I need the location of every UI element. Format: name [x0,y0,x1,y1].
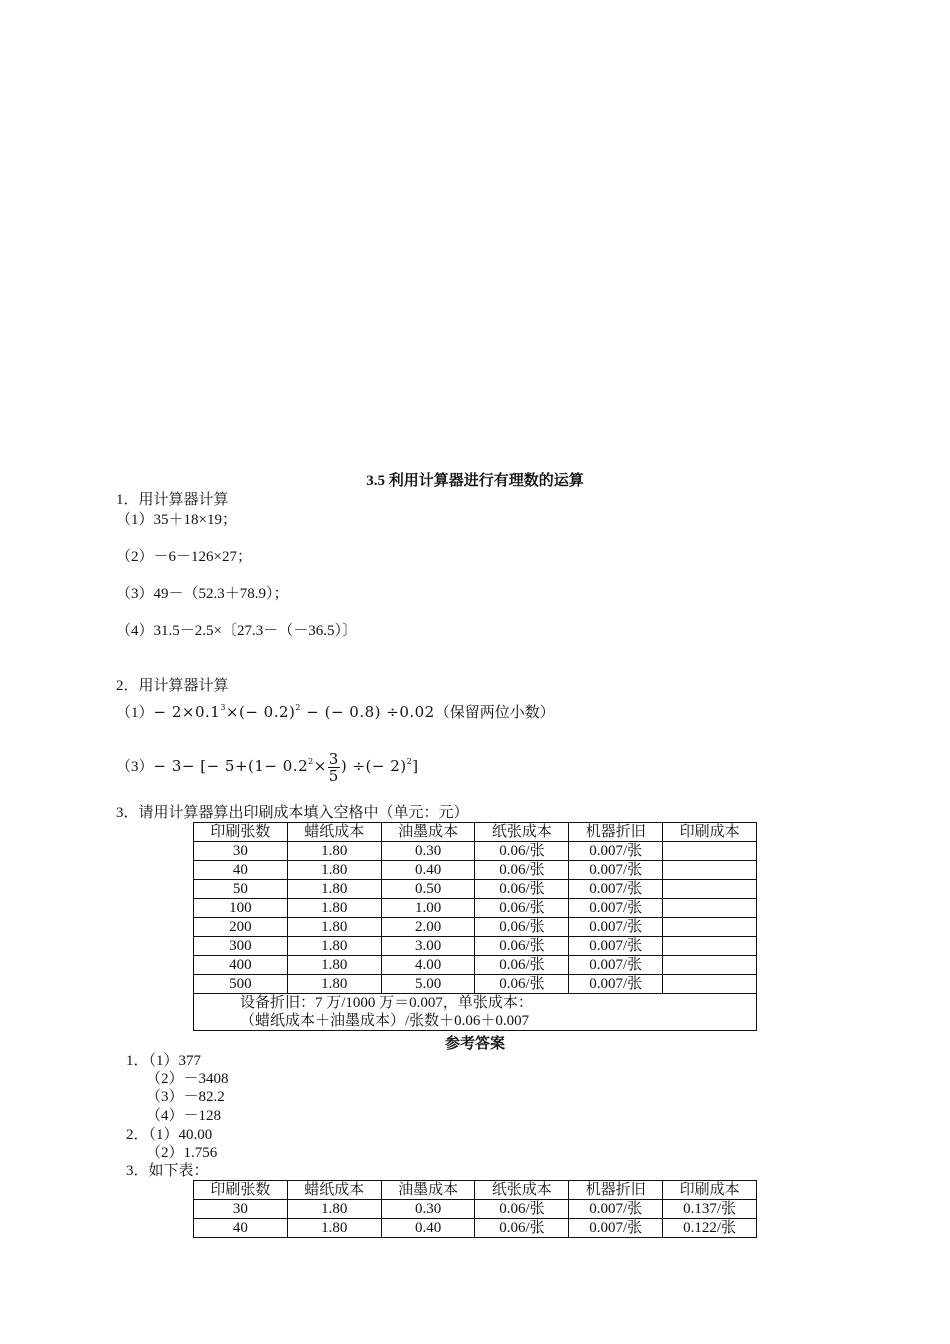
q1-heading: 1．用计算器计算 [116,492,229,508]
col-header: 印刷成本 [663,1181,757,1200]
answer-line-7: 3．如下表： [126,1163,209,1179]
q2-item-3-prefix: （3） [116,759,154,775]
table-cell: 1.80 [287,937,381,956]
table-cell: 1.80 [287,975,381,994]
table-row [194,1219,757,1238]
table-cell: 0.06/张 [475,1200,569,1219]
q2-item-1-formula: − $2\times 0.1^3\times(- 0.2)^2$ − (− 0.8) ÷0.02 [153,703,435,721]
table-row [194,1200,757,1219]
q2-heading: 2．用计算器计算 [116,678,229,694]
table-row [194,861,757,880]
q2-item-3 [116,744,419,785]
q2-item-1 [116,699,555,722]
col-header: 机器折旧 [569,823,663,842]
col-header: 蜡纸成本 [287,823,381,842]
answer-line-5: 2．（1）40.00 [126,1127,213,1143]
table-cell: 0.40 [381,861,475,880]
q2-item-1-prefix: （1） [116,705,154,721]
table-cell: 0.06/张 [475,880,569,899]
cost-table [193,822,757,1031]
table-cell: 0.007/张 [569,1200,663,1219]
table-cell: 0.40 [381,1219,475,1238]
table-cell: 0.06/张 [475,975,569,994]
table-cell: 1.80 [287,842,381,861]
table-header-row [194,1181,757,1200]
table-cell: 0.007/张 [569,937,663,956]
table-cell [663,975,757,994]
col-header: 纸张成本 [475,823,569,842]
table-cell: 1.80 [287,918,381,937]
table-cell: 0.007/张 [569,1219,663,1238]
table-cell [663,956,757,975]
col-header: 机器折旧 [569,1181,663,1200]
q1-item-2: （2）－6－126×27； [116,549,252,565]
table-cell: 0.06/张 [475,842,569,861]
table-cell: 0.06/张 [475,1219,569,1238]
table-cell: 0.007/张 [569,880,663,899]
table-cell: 0.137/张 [663,1200,757,1219]
table-cell: 1.80 [287,861,381,880]
table-cell: 0.30 [381,842,475,861]
table-cell: 400 [194,956,288,975]
fraction-3-5: $\frac{3}{5}$ [328,749,339,785]
answer-line-1: 1．（1）377 [126,1053,202,1069]
col-header: 蜡纸成本 [287,1181,381,1200]
table-cell: 40 [194,861,288,880]
table-cell [663,899,757,918]
col-header: 纸张成本 [475,1181,569,1200]
table-cell: 0.30 [381,1200,475,1219]
note-line-1: 设备折旧：7 万/1000 万＝0.007，单张成本： [240,995,533,1011]
col-header: 油墨成本 [381,823,475,842]
col-header: 印刷成本 [663,823,757,842]
table-cell [663,918,757,937]
q2-item-1-note: （保留两位小数） [434,705,555,721]
table-cell: 300 [194,937,288,956]
q2-item-3-formula: − 3− [− $5+(1- 0.2^2\times$ $\frac{3}{5}$ ) ÷(− 2)$^2$] [153,749,419,785]
col-header: 印刷张数 [194,823,288,842]
table-cell: 0.007/张 [569,918,663,937]
table-cell: 30 [194,1200,288,1219]
table-cell: 0.007/张 [569,956,663,975]
table-row [194,918,757,937]
table-cell [663,880,757,899]
table-cell: 1.80 [287,899,381,918]
table-cell: 0.007/张 [569,975,663,994]
table-cell [663,937,757,956]
table-cell [663,842,757,861]
answer-line-2: （2）－3408 [146,1071,229,1087]
table-row [194,899,757,918]
table-row [194,956,757,975]
table-cell: 0.007/张 [569,899,663,918]
table-cell: 1.00 [381,899,475,918]
col-header: 油墨成本 [381,1181,475,1200]
table-note [194,994,757,1031]
table-cell: 0.06/张 [475,956,569,975]
table-cell: 40 [194,1219,288,1238]
col-header: 印刷张数 [194,1181,288,1200]
page-title: 3.5 利用计算器进行有理数的运算 [366,473,584,489]
table-cell: 0.122/张 [663,1219,757,1238]
table-cell: 0.007/张 [569,842,663,861]
table-cell: 0.06/张 [475,937,569,956]
table-cell: 1.80 [287,880,381,899]
q3-heading: 3．请用计算器算出印刷成本填入空格中（单元：元） [116,805,469,821]
q1-item-1: （1）35＋18×19； [116,512,237,528]
table-cell: 1.80 [287,1219,381,1238]
note-line-2: （蜡纸成本＋油墨成本）/张数＋0.06＋0.007 [240,1013,530,1029]
table-cell: 0.50 [381,880,475,899]
table-row [194,880,757,899]
table-cell: 30 [194,842,288,861]
table-cell: 1.80 [287,1200,381,1219]
table-note-row [194,994,757,1031]
table-cell: 2.00 [381,918,475,937]
answer-line-4: （4）－128 [146,1108,222,1124]
answers-title: 参考答案 [444,1036,505,1052]
table-cell: 5.00 [381,975,475,994]
table-cell: 3.00 [381,937,475,956]
q1-item-4: （4）31.5－2.5×〔27.3－（－36.5）〕 [116,623,357,639]
table-row [194,975,757,994]
table-cell: 50 [194,880,288,899]
table-cell: 1.80 [287,956,381,975]
table-cell: 4.00 [381,956,475,975]
table-cell: 200 [194,918,288,937]
answer-line-6: （2）1.756 [146,1145,218,1161]
table-row [194,842,757,861]
answer-line-3: （3）－82.2 [146,1089,225,1105]
table-cell: 500 [194,975,288,994]
table-header-row [194,823,757,842]
table-cell: 100 [194,899,288,918]
table-cell: 0.06/张 [475,918,569,937]
table-cell: 0.06/张 [475,899,569,918]
table-cell: 0.007/张 [569,861,663,880]
table-cell [663,861,757,880]
table-cell: 0.06/张 [475,861,569,880]
table-row [194,937,757,956]
q1-item-3: （3）49－（52.3＋78.9）； [116,586,289,602]
answer-table [193,1180,757,1238]
